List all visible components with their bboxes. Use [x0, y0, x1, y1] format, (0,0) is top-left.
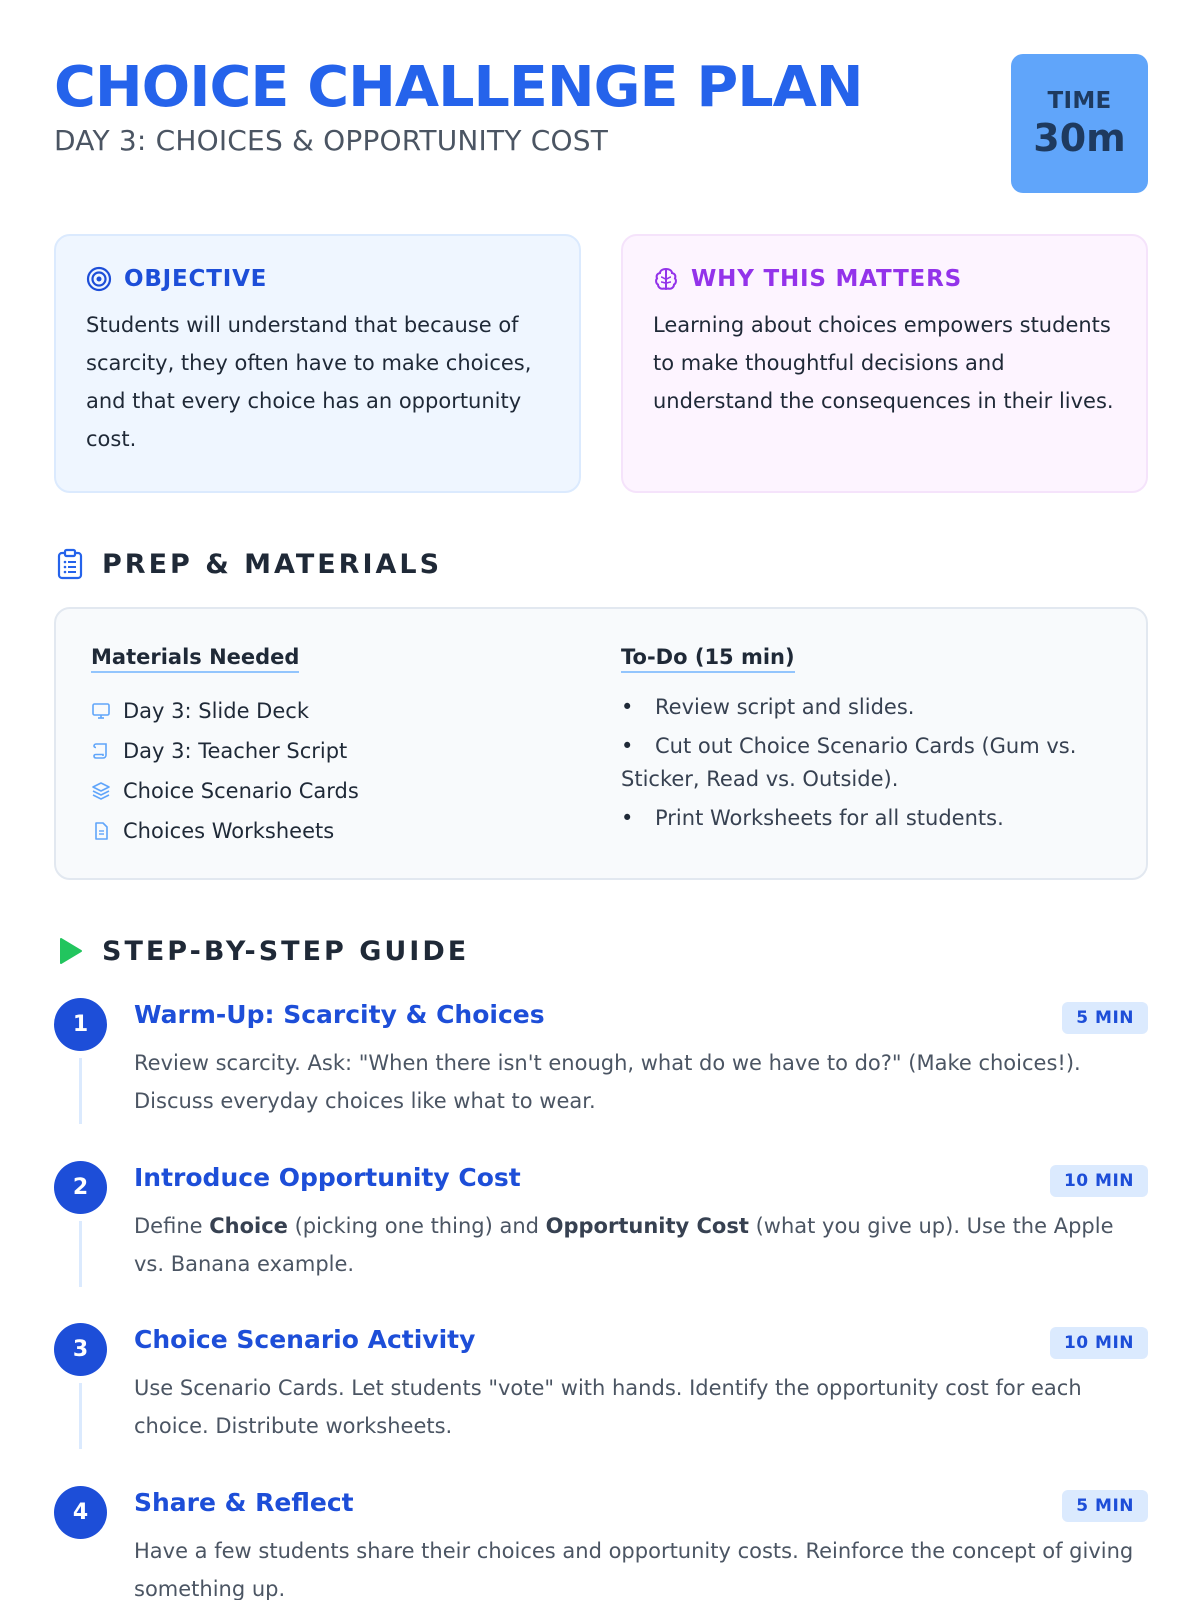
clipboard-icon — [54, 548, 86, 580]
monitor-icon — [91, 701, 111, 721]
page-header — [54, 52, 1148, 192]
material-label: Choices Worksheets — [123, 819, 335, 843]
todo-text: Print Worksheets for all students. — [655, 806, 1004, 830]
page-subtitle: DAY 3: CHOICES & OPPORTUNITY COST — [54, 124, 608, 157]
material-label: Choice Scenario Cards — [123, 779, 359, 803]
why-title: WHY THIS MATTERS — [691, 266, 962, 292]
step-description — [134, 1207, 1148, 1283]
layers-icon — [91, 781, 111, 801]
step-number: 1 — [54, 998, 107, 1051]
prep-heading — [54, 548, 442, 580]
term-choice: Choice — [209, 1214, 288, 1238]
time-value: 30m — [1033, 115, 1126, 160]
guide-heading — [54, 935, 469, 967]
todo-column — [621, 645, 1121, 841]
material-item — [91, 691, 591, 731]
objective-title: OBJECTIVE — [124, 266, 268, 292]
objective-body: Students will understand that because of scarcity, they often have to make choices, and that every choice has an opportunity cost. — [86, 313, 532, 451]
bullet-icon: • — [621, 734, 634, 758]
guide-title: STEP-BY-STEP GUIDE — [102, 935, 470, 967]
desc-text: Define — [134, 1214, 210, 1238]
step-connector — [79, 1058, 82, 1124]
desc-text: (what you give up). Use the Apple vs. Banana example. — [134, 1214, 1114, 1276]
todo-title: To-Do (15 min) — [621, 645, 795, 673]
step-description: Have a few students share their choices and opportunity costs. Reinforce the concept of giving something up. — [134, 1539, 1134, 1600]
step-number: 4 — [54, 1486, 107, 1539]
why-body: Learning about choices empowers students to make thoughtful decisions and understand the consequences in their lives. — [653, 313, 1114, 413]
materials-title: Materials Needed — [91, 645, 299, 673]
step-title: Share & Reflect — [134, 1488, 354, 1517]
bullet-icon: • — [621, 695, 634, 719]
todo-text: Review script and slides. — [655, 695, 915, 719]
materials-box — [54, 607, 1148, 880]
target-icon — [86, 266, 112, 292]
term-opportunity-cost: Opportunity Cost — [545, 1214, 749, 1238]
duration-badge: 5 MIN — [1062, 1490, 1148, 1522]
duration-badge: 10 MIN — [1050, 1165, 1148, 1197]
bullet-icon: • — [621, 806, 634, 830]
materials-column — [91, 645, 591, 851]
duration-badge: 10 MIN — [1050, 1327, 1148, 1359]
prep-title: PREP & MATERIALS — [102, 548, 443, 580]
todo-item — [621, 691, 1121, 724]
scroll-icon — [91, 741, 111, 761]
desc-text: (picking one thing) and — [287, 1214, 546, 1238]
duration-badge: 5 MIN — [1062, 1002, 1148, 1034]
step-connector — [79, 1383, 82, 1449]
material-label: Day 3: Slide Deck — [123, 699, 309, 723]
todo-item — [621, 802, 1121, 835]
why-header — [653, 266, 1116, 292]
step-description: Review scarcity. Ask: "When there isn't enough, what do we have to do?" (Make choices!). Discuss everyday choices like what to wear. — [134, 1051, 1081, 1113]
todo-text: Cut out Choice Scenario Cards (Gum vs. Sticker, Read vs. Outside). — [621, 734, 1077, 791]
play-icon — [54, 935, 86, 967]
objective-header — [86, 266, 549, 292]
step-number: 3 — [54, 1323, 107, 1376]
page-title: CHOICE CHALLENGE PLAN — [54, 55, 863, 120]
material-item — [91, 731, 591, 771]
material-item — [91, 771, 591, 811]
material-item — [91, 811, 591, 851]
time-label: TIME — [1047, 87, 1112, 114]
todo-item — [621, 730, 1121, 796]
material-label: Day 3: Teacher Script — [123, 739, 348, 763]
step-title: Introduce Opportunity Cost — [134, 1163, 521, 1192]
step-title: Warm-Up: Scarcity & Choices — [134, 1000, 545, 1029]
file-icon — [91, 821, 111, 841]
step-number: 2 — [54, 1161, 107, 1214]
step-description: Use Scenario Cards. Let students "vote" with hands. Identify the opportunity cost for each choice. Distribute worksheets. — [134, 1376, 1082, 1438]
why-matters-card — [621, 234, 1148, 493]
brain-icon — [653, 266, 679, 292]
step-connector — [79, 1221, 82, 1287]
time-badge — [1011, 54, 1148, 193]
objective-card — [54, 234, 581, 493]
step-title: Choice Scenario Activity — [134, 1325, 476, 1354]
